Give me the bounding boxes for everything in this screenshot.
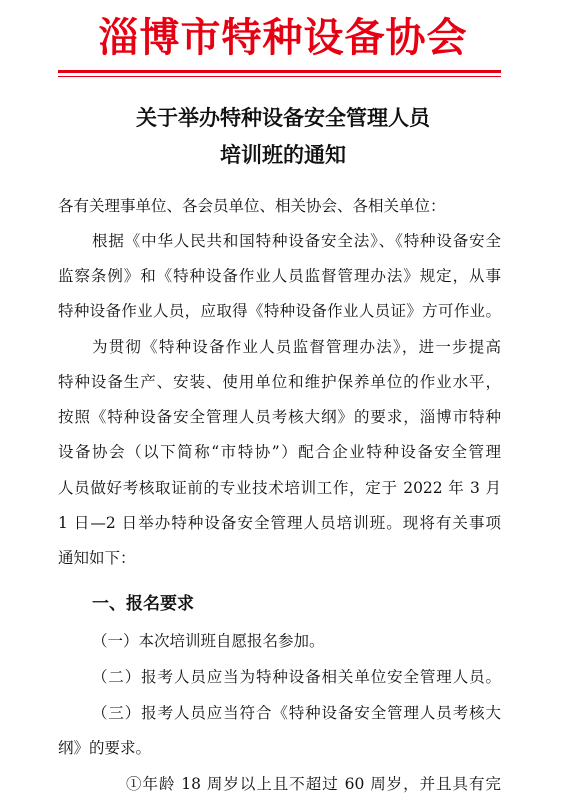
para2-line5: 人员做好考核取证前的专业技术培训工作，定于 2022 年 3 月	[58, 479, 501, 497]
para2-line3: 按照《特种设备安全管理人员考核大纲》的要求，淄博市特种	[58, 408, 501, 426]
section1-item1: （一）本次培训班自愿报名参加。	[92, 632, 325, 650]
section1-item2: （二）报考人员应当为特种设备相关单位安全管理人员。	[92, 668, 501, 686]
letterhead-rule-thin	[58, 76, 501, 77]
section1-sub1-line1: ①年龄 18 周岁以上且不超过 60 周岁，并且具有完	[126, 775, 501, 793]
org-letterhead-title: 淄博市特种设备协会	[98, 14, 468, 61]
notice-title-line1: 关于举办特种设备安全管理人员	[136, 105, 430, 130]
section1-item3-line2: 纲》的要求。	[58, 739, 152, 757]
para1-line2: 监察条例》和《特种设备作业人员监督管理办法》规定，从事	[58, 267, 501, 285]
para2-line4: 设备协会（以下简称“市特协”）配合企业特种设备安全管理	[58, 443, 501, 461]
section1-item3-line1: （三）报考人员应当符合《特种设备安全管理人员考核大	[92, 704, 501, 722]
notice-title-line2: 培训班的通知	[220, 142, 346, 167]
letterhead-rule-thick	[58, 70, 501, 73]
para2-line7: 通知如下：	[58, 549, 136, 567]
para2-line2: 特种设备生产、安装、使用单位和维护保养单位的作业水平，	[58, 373, 501, 391]
section1-heading: 一、报名要求	[92, 594, 194, 614]
para1-line1: 根据《中华人民共和国特种设备安全法》、《特种设备安全	[92, 232, 501, 250]
para1-line3: 特种设备作业人员，应取得《特种设备作业人员证》方可作业。	[58, 302, 501, 320]
para2-line6: 1 日—2 日举办特种设备安全管理人员培训班。现将有关事项	[58, 514, 501, 532]
para2-line1: 为贯彻《特种设备作业人员监督管理办法》，进一步提高	[92, 338, 501, 356]
salutation: 各有关理事单位、各会员单位、相关协会、各相关单位：	[58, 197, 446, 215]
